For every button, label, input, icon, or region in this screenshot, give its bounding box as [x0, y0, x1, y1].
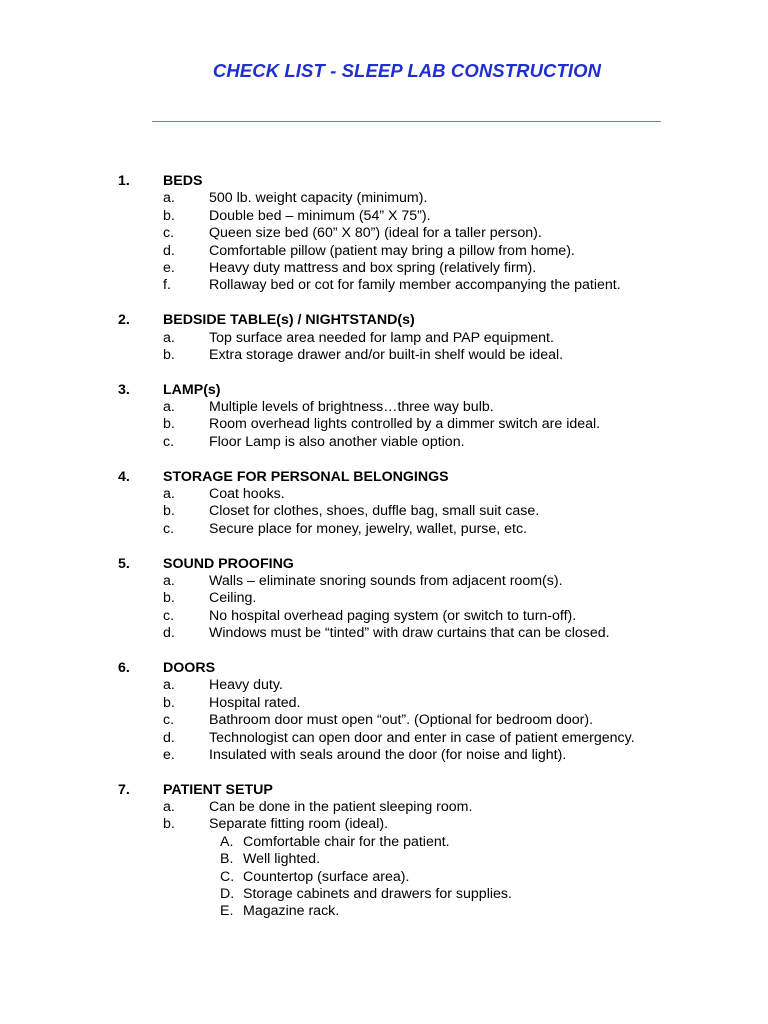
item-letter: a. — [163, 399, 175, 416]
item-text: Separate fitting room (ideal). — [209, 816, 389, 833]
item-letter: b. — [163, 346, 175, 363]
item-letter: b. — [163, 503, 175, 520]
item-text: 500 lb. weight capacity (minimum). — [209, 190, 428, 207]
section-lamps — [0, 382, 768, 452]
section-header — [0, 173, 768, 190]
item-text: Hospital rated. — [209, 694, 301, 711]
section-heading: PATIENT SETUP — [163, 781, 273, 798]
list-item — [0, 695, 768, 712]
item-text: Top surface area needed for lamp and PAP equipment. — [209, 329, 554, 346]
list-item — [0, 730, 768, 747]
section-heading: BEDS — [163, 173, 203, 189]
item-letter: b. — [163, 590, 175, 607]
list-item — [0, 573, 768, 590]
subitem-text: Comfortable chair for the patient. — [243, 833, 450, 850]
section-heading: DOORS — [163, 659, 216, 676]
section-header — [0, 382, 768, 399]
item-text: Can be done in the patient sleeping room. — [209, 799, 473, 816]
item-text: Multiple levels of brightness…three way bulb. — [209, 399, 494, 416]
item-text: Bathroom door must open “out”. (Optional for bedroom door). — [209, 712, 594, 729]
list-item — [0, 608, 768, 625]
section-header — [0, 469, 768, 486]
section-number: 6. — [118, 659, 130, 676]
list-item — [0, 208, 768, 225]
item-letter: a. — [163, 329, 175, 346]
subitem-letter: C. — [220, 868, 235, 885]
item-letter: d. — [163, 242, 175, 259]
item-letter: a. — [163, 572, 175, 589]
subitem-letter: B. — [220, 851, 234, 868]
section-patient-setup — [0, 782, 768, 921]
item-text: Coat hooks. — [209, 486, 285, 503]
section-header — [0, 312, 768, 329]
item-text: Windows must be “tinted” with draw curtains that can be closed. — [209, 625, 610, 642]
sub-list-item — [0, 886, 768, 903]
list-item — [0, 625, 768, 642]
item-letter: c. — [163, 712, 175, 729]
item-letter: a. — [163, 799, 175, 816]
sub-list-item — [0, 903, 768, 920]
list-item — [0, 816, 768, 833]
sub-list-item — [0, 869, 768, 886]
item-letter: d. — [163, 729, 175, 746]
item-letter: f. — [163, 277, 171, 294]
subitem-text: Well lighted. — [243, 851, 321, 868]
item-text: No hospital overhead paging system (or switch to turn-off). — [209, 607, 577, 624]
item-text: Ceiling. — [209, 590, 257, 607]
sub-list-item — [0, 851, 768, 868]
list-item — [0, 225, 768, 242]
list-item — [0, 503, 768, 520]
subitem-text: Magazine rack. — [243, 903, 340, 920]
list-item — [0, 486, 768, 503]
item-text: Comfortable pillow (patient may bring a pillow from home). — [209, 242, 575, 259]
item-text: Extra storage drawer and/or built-in shelf would be ideal. — [209, 346, 564, 363]
item-text: Rollaway bed or cot for family member accompanying the patient. — [209, 277, 621, 294]
subitem-letter: E. — [220, 903, 234, 920]
list-item — [0, 330, 768, 347]
section-doors — [0, 660, 768, 764]
item-text: Technologist can open door and enter in case of patient emergency. — [209, 729, 635, 746]
item-text: Walls – eliminate snoring sounds from adjacent room(s). — [209, 572, 563, 589]
section-heading: LAMP(s) — [163, 381, 221, 398]
list-item — [0, 677, 768, 694]
subitem-letter: A. — [220, 833, 234, 850]
section-heading: SOUND PROOFING — [163, 555, 294, 572]
item-letter: b. — [163, 207, 175, 224]
item-letter: b. — [163, 816, 175, 833]
item-letter: c. — [163, 433, 175, 450]
item-letter: e. — [163, 259, 175, 276]
list-item — [0, 747, 768, 764]
section-number: 7. — [118, 781, 130, 798]
item-text: Double bed – minimum (54” X 75”). — [209, 207, 431, 224]
section-heading: STORAGE FOR PERSONAL BELONGINGS — [163, 468, 449, 485]
item-letter: c. — [163, 520, 175, 537]
list-item — [0, 521, 768, 538]
section-storage — [0, 469, 768, 539]
item-letter: c. — [163, 607, 175, 624]
list-item — [0, 399, 768, 416]
list-item — [0, 799, 768, 816]
subitem-letter: D. — [220, 886, 235, 903]
item-text: Heavy duty mattress and box spring (relatively firm). — [209, 259, 537, 276]
list-item — [0, 712, 768, 729]
item-text: Secure place for money, jewelry, wallet, purse, etc. — [209, 520, 528, 537]
item-letter: b. — [163, 694, 175, 711]
section-header — [0, 782, 768, 799]
item-text: Queen size bed (60” X 80”) (ideal for a taller person). — [209, 225, 542, 242]
title-divider — [152, 121, 661, 122]
document-title: CHECK LIST - SLEEP LAB CONSTRUCTION — [212, 60, 602, 81]
section-number: 5. — [118, 555, 130, 572]
item-text: Closet for clothes, shoes, duffle bag, small suit case. — [209, 503, 540, 520]
section-sound-proofing — [0, 556, 768, 643]
section-header — [0, 660, 768, 677]
item-letter: e. — [163, 746, 175, 763]
section-number: 3. — [118, 381, 130, 398]
item-text: Heavy duty. — [209, 677, 283, 694]
item-letter: b. — [163, 416, 175, 433]
list-item — [0, 260, 768, 277]
list-item — [0, 590, 768, 607]
checklist — [0, 173, 768, 938]
list-item — [0, 277, 768, 294]
item-text: Floor Lamp is also another viable option. — [209, 433, 465, 450]
item-letter: a. — [163, 190, 175, 207]
section-header — [0, 556, 768, 573]
item-letter: c. — [163, 225, 175, 242]
section-number: 2. — [118, 312, 130, 329]
item-letter: a. — [163, 486, 175, 503]
subitem-text: Storage cabinets and drawers for supplies. — [243, 886, 512, 903]
section-bedside-table — [0, 312, 768, 364]
item-text: Insulated with seals around the door (for noise and light). — [209, 746, 567, 763]
sub-list-item — [0, 834, 768, 851]
item-letter: d. — [163, 625, 175, 642]
list-item — [0, 347, 768, 364]
item-text: Room overhead lights controlled by a dimmer switch are ideal. — [209, 416, 601, 433]
section-beds — [0, 173, 768, 295]
subitem-text: Countertop (surface area). — [243, 868, 410, 885]
section-heading: BEDSIDE TABLE(s) / NIGHTSTAND(s) — [163, 312, 415, 329]
item-letter: a. — [163, 677, 175, 694]
list-item — [0, 434, 768, 451]
list-item — [0, 416, 768, 433]
list-item — [0, 243, 768, 260]
section-number: 4. — [118, 468, 130, 485]
list-item — [0, 190, 768, 207]
section-number: 1. — [118, 173, 130, 189]
